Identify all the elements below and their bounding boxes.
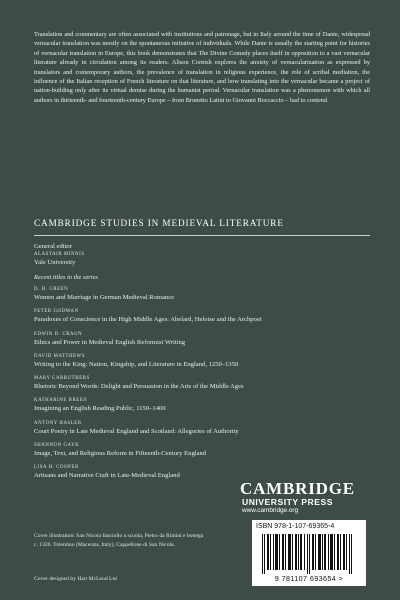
series-list: [34, 242, 370, 487]
publisher-subname: UNIVERSITY PRESS: [242, 497, 333, 507]
book-title: Imagining an English Reading Public, 1150–1400: [34, 405, 166, 413]
divider: [34, 235, 370, 236]
book-entry: [34, 353, 370, 369]
book-entry: [34, 397, 370, 413]
book-author: EDWIN D. CRAUN: [34, 331, 83, 337]
general-editor-affiliation: Yale University: [34, 259, 76, 266]
book-author: LISA H. COOPER: [34, 465, 79, 471]
barcode-icon: [262, 534, 356, 574]
book-entry: [34, 308, 370, 324]
recent-titles-label: Recent titles in the series: [34, 274, 98, 281]
series-title: CAMBRIDGE STUDIES IN MEDIEVAL LITERATURE: [34, 218, 284, 228]
publisher-name: CAMBRIDGE: [240, 479, 355, 498]
book-title: Writing to the King: Nation, Kingship, and Literature in England, 1250–1350: [34, 360, 239, 368]
isbn-text: ISBN 978-1-107-69365-4: [256, 523, 335, 530]
blurb-text: Translation and commentary are often associated with institutions and patronage, but in Italy around the time of Dante, widespread vernacular translation was mostly on the spontaneous initiative of individuals. While Dante is usually the starting point for histories of vernacular translation in Europe, this book demonstrates that The Divine Comedy places itself in opposition to a vast vernacular literature already in circulation among its readers. Alison Cornish explores the anxiety of vernacularization as expressed by translators and contemporary authors, the prevalence of translation in religious experience, the role of scribal mediation, the influence of the Italian reception of French literature on that literature, and how translating into the vernacular became a project of nation-building only after its virtual demise during the humanist period. Vernacular translation was a phenomenon with which all authors in thirteenth- and fourteenth-century Europe – from Brunetto Latini to Giovanni Boccaccio – had to contend.: [34, 31, 370, 104]
book-title: Artisans and Narrative Craft in Late-Medieval England: [34, 472, 180, 480]
book-author: MARY CARRUTHERS: [34, 376, 90, 382]
book-title: Ethics and Power in Medieval English Reformist Writing: [34, 338, 186, 346]
book-author: ANTONY HASLER: [34, 420, 82, 426]
book-entry: [34, 331, 370, 347]
book-entry: [34, 442, 370, 458]
book-entry: [34, 420, 370, 436]
book-author: SHANNON GAYK: [34, 443, 80, 449]
book-entry: [34, 464, 370, 480]
publisher-logo: [240, 480, 372, 515]
barcode-number: 9 781107 693654 >: [274, 574, 344, 583]
book-entry: [34, 286, 370, 302]
general-editor-label: General editor: [34, 243, 72, 250]
cover-illustration-credit: Cover illustration: San Nicola fanciullo a scuola, Pietro da Rimini e bottega c. 1326. Tolentino (Macerata, Italy), Cappellone di San Nicola.: [34, 533, 204, 548]
publisher-url: www.cambridge.org: [242, 507, 299, 514]
book-title: Image, Text, and Religious Reform in Fifteenth-Century England: [34, 450, 207, 458]
cover-designer-credit: Cover designed by Hart McLeod Ltd: [34, 576, 117, 582]
book-title: Paradoxes of Conscience in the High Middle Ages: Abelard, Heloise and the Archpoet: [34, 316, 262, 324]
book-author: DAVID MATTHEWS: [34, 353, 86, 359]
back-cover-blurb: [34, 30, 370, 105]
book-title: Court Poetry in Late Medieval England and Scotland: Allegories of Authority: [34, 427, 239, 435]
book-author: D. H. GREEN: [34, 287, 69, 292]
general-editor-block: [34, 242, 370, 267]
book-author: PETER GODMAN: [34, 309, 79, 315]
book-title: Women and Marriage in German Medieval Romance: [34, 294, 175, 301]
book-title: Rhetoric Beyond Words: Delight and Persuasion in the Arts of the Middle Ages: [34, 383, 244, 391]
book-entry: [34, 375, 370, 391]
barcode-panel: [252, 520, 366, 586]
general-editor-name: ALASTAIR MINNIS: [34, 252, 85, 257]
book-author: KATHARINE BREEN: [34, 398, 88, 404]
